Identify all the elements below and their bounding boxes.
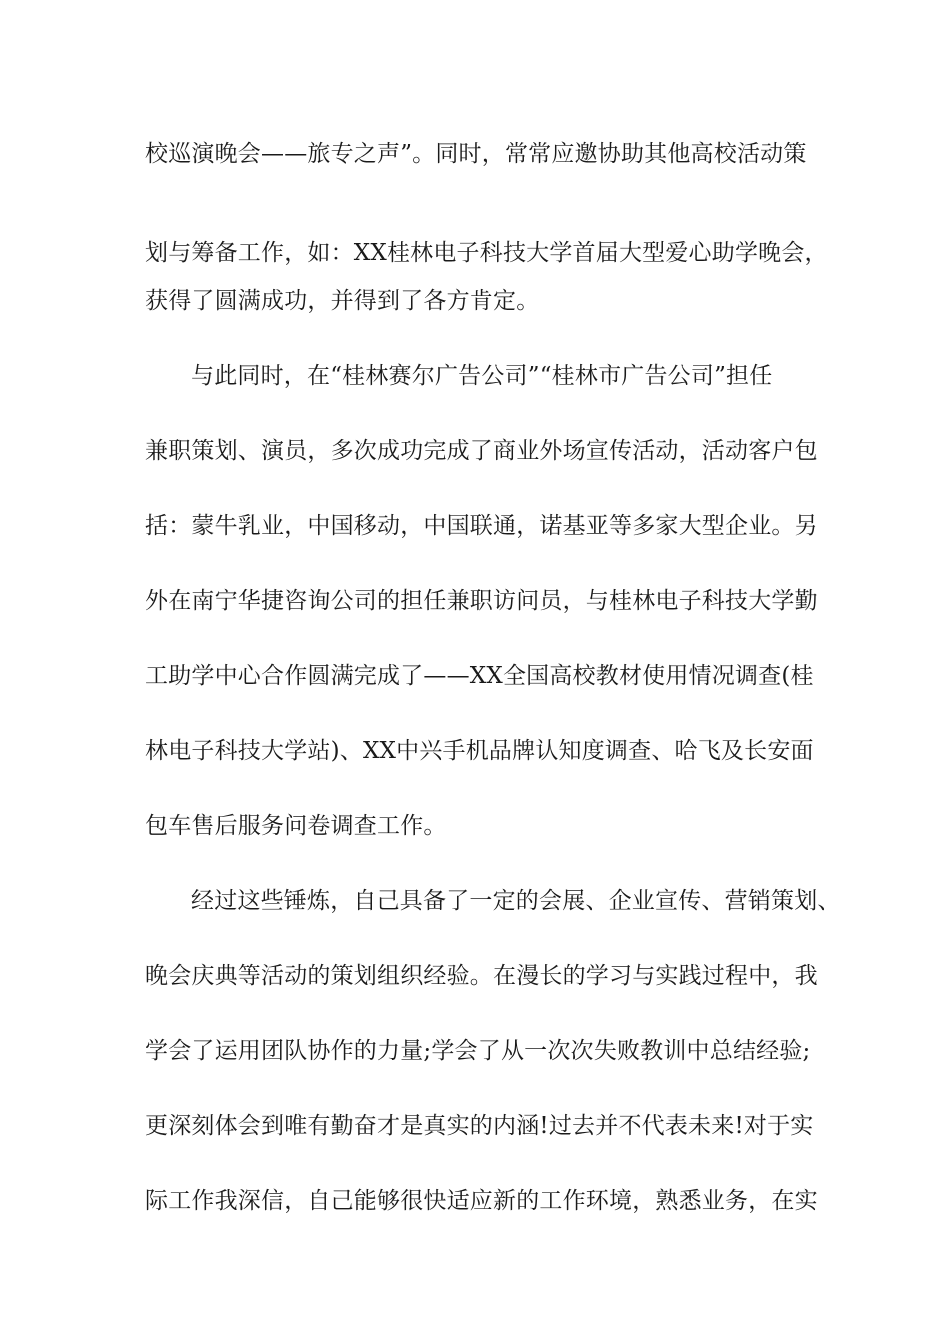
text-line-2: 划与筹备工作，如：XX桂林电子科技大学首届大型爱心助学晚会， xyxy=(145,240,828,266)
text-line-12: 晚会庆典等活动的策划组织经验。在漫长的学习与实践过程中，我 xyxy=(145,963,818,989)
text-line-7: 外在南宁华捷咨询公司的担任兼职访问员，与桂林电子科技大学勤 xyxy=(145,588,818,614)
text-line-1: 校巡演晚会——旅专之声”。同时，常常应邀协助其他高校活动策 xyxy=(145,141,807,167)
paragraph-start-3: 经过这些锤炼，自己具备了一定的会展、企业宣传、营销策划、 xyxy=(191,888,841,914)
text-line-9: 林电子科技大学站)、XX中兴手机品牌认知度调查、哈飞及长安面 xyxy=(145,738,814,764)
text-line-3: 获得了圆满成功，并得到了各方肯定。 xyxy=(145,288,540,314)
text-line-13: 学会了运用团队协作的力量;学会了从一次次失败教训中总结经验; xyxy=(145,1038,811,1064)
text-line-5: 兼职策划、演员，多次成功完成了商业外场宣传活动，活动客户包 xyxy=(145,438,818,464)
text-line-8: 工助学中心合作圆满完成了——XX全国高校教材使用情况调查(桂 xyxy=(145,663,814,689)
paragraph-start-2: 与此同时，在“桂林赛尔广告公司”“桂林市广告公司”担任 xyxy=(191,363,773,389)
text-line-14: 更深刻体会到唯有勤奋才是真实的内涵!过去并不代表未来!对于实 xyxy=(145,1113,814,1139)
text-line-6: 括：蒙牛乳业，中国移动，中国联通，诺基亚等多家大型企业。另 xyxy=(145,513,818,539)
text-line-15: 际工作我深信，自己能够很快适应新的工作环境，熟悉业务，在实 xyxy=(145,1188,818,1214)
text-line-10: 包车售后服务问卷调查工作。 xyxy=(145,813,447,839)
